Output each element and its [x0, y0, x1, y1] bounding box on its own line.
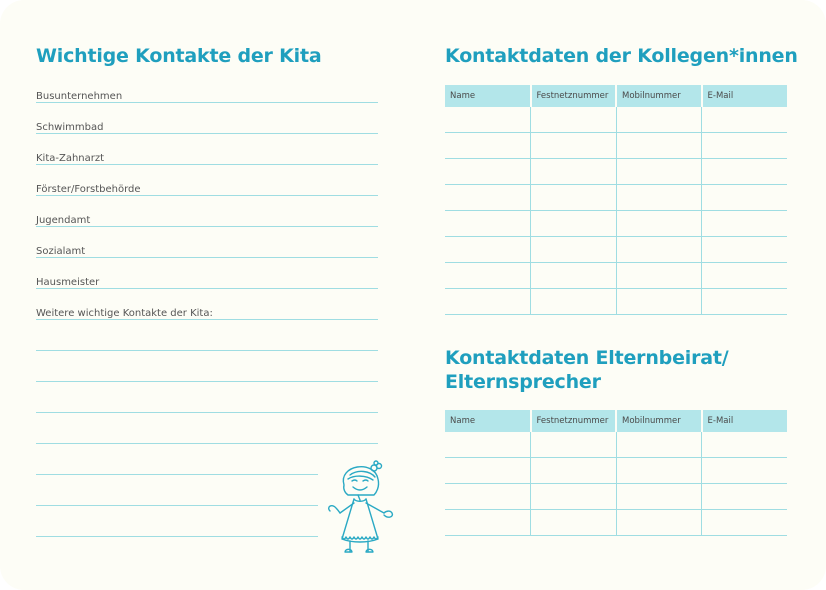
field-kita-zahnarzt[interactable] [36, 148, 378, 165]
field-label: Busunternehmen [36, 91, 123, 102]
table-cell[interactable] [702, 289, 788, 315]
table-row [445, 289, 787, 315]
table-cell[interactable] [616, 289, 702, 315]
table-row [445, 510, 787, 536]
parents-title-line2: Elternsprecher [445, 371, 601, 393]
table-cell[interactable] [531, 458, 617, 484]
field-weitere-kontakte[interactable] [36, 303, 378, 320]
table-cell[interactable] [702, 185, 788, 211]
table-cell[interactable] [616, 510, 702, 536]
table-cell[interactable] [445, 107, 531, 133]
table-cell[interactable] [702, 133, 788, 159]
table-cell[interactable] [531, 432, 617, 458]
table-cell[interactable] [445, 263, 531, 289]
field-label: Hausmeister [36, 277, 100, 288]
table-cell[interactable] [616, 211, 702, 237]
table-row [445, 263, 787, 289]
table-cell[interactable] [702, 510, 788, 536]
table-cell[interactable] [616, 432, 702, 458]
table-cell[interactable] [702, 458, 788, 484]
column-header-email: E-Mail [702, 85, 788, 107]
table-row [445, 458, 787, 484]
colleagues-title: Kontaktdaten der Kollegen*innen [445, 45, 798, 67]
field-busunternehmen[interactable] [36, 86, 378, 103]
parents-table [445, 410, 787, 536]
table-cell[interactable] [702, 484, 788, 510]
table-row [445, 432, 787, 458]
table-cell[interactable] [531, 510, 617, 536]
table-cell[interactable] [445, 133, 531, 159]
column-header-festnetz: Festnetznummer [531, 410, 617, 432]
table-cell[interactable] [702, 211, 788, 237]
table-cell[interactable] [445, 510, 531, 536]
colleagues-table [445, 85, 787, 315]
table-cell[interactable] [702, 237, 788, 263]
table-cell[interactable] [616, 107, 702, 133]
column-header-mobil: Mobilnummer [616, 410, 702, 432]
blank-line[interactable] [36, 505, 318, 506]
table-row [445, 237, 787, 263]
table-cell[interactable] [616, 484, 702, 510]
table-cell[interactable] [445, 458, 531, 484]
table-cell[interactable] [702, 159, 788, 185]
blank-line[interactable] [36, 536, 318, 537]
blank-line[interactable] [36, 443, 378, 444]
table-cell[interactable] [531, 289, 617, 315]
table-cell[interactable] [616, 263, 702, 289]
column-header-email: E-Mail [702, 410, 788, 432]
table-cell[interactable] [445, 211, 531, 237]
table-cell[interactable] [445, 237, 531, 263]
parents-title-line1: Kontaktdaten Elternbeirat/ [445, 347, 729, 369]
field-label: Schwimmbad [36, 122, 104, 133]
table-cell[interactable] [445, 432, 531, 458]
field-sozialamt[interactable] [36, 241, 378, 258]
column-header-name: Name [445, 85, 531, 107]
field-label: Jugendamt [36, 215, 91, 226]
table-cell[interactable] [616, 159, 702, 185]
table-cell[interactable] [616, 133, 702, 159]
table-cell[interactable] [531, 263, 617, 289]
table-row [445, 133, 787, 159]
column-header-festnetz: Festnetznummer [531, 85, 617, 107]
field-label: Weitere wichtige Kontakte der Kita: [36, 308, 213, 319]
column-header-name: Name [445, 410, 531, 432]
girl-drawing-icon [318, 455, 402, 565]
left-page-title: Wichtige Kontakte der Kita [36, 45, 322, 67]
table-cell[interactable] [531, 484, 617, 510]
table-cell[interactable] [445, 159, 531, 185]
field-label: Kita-Zahnarzt [36, 153, 105, 164]
table-row [445, 107, 787, 133]
table-cell[interactable] [531, 159, 617, 185]
blank-line[interactable] [36, 350, 378, 351]
table-cell[interactable] [445, 289, 531, 315]
table-header-row [445, 410, 787, 432]
field-schwimmbad[interactable] [36, 117, 378, 134]
field-label: Sozialamt [36, 246, 86, 257]
field-jugendamt[interactable] [36, 210, 378, 227]
field-label: Förster/Forstbehörde [36, 184, 141, 195]
table-cell[interactable] [445, 484, 531, 510]
field-hausmeister[interactable] [36, 272, 378, 289]
table-cell[interactable] [531, 133, 617, 159]
field-foerster[interactable] [36, 179, 378, 196]
table-row [445, 484, 787, 510]
column-header-mobil: Mobilnummer [616, 85, 702, 107]
table-cell[interactable] [531, 237, 617, 263]
table-cell[interactable] [616, 458, 702, 484]
table-cell[interactable] [445, 185, 531, 211]
table-cell[interactable] [702, 107, 788, 133]
table-row [445, 159, 787, 185]
table-row [445, 185, 787, 211]
blank-line[interactable] [36, 474, 318, 475]
table-cell[interactable] [616, 237, 702, 263]
blank-line[interactable] [36, 381, 378, 382]
table-cell[interactable] [702, 263, 788, 289]
table-cell[interactable] [702, 432, 788, 458]
table-cell[interactable] [531, 107, 617, 133]
parents-title [445, 346, 729, 394]
table-cell[interactable] [531, 211, 617, 237]
table-row [445, 211, 787, 237]
table-cell[interactable] [616, 185, 702, 211]
table-header-row [445, 85, 787, 107]
table-cell[interactable] [531, 185, 617, 211]
blank-line[interactable] [36, 412, 378, 413]
